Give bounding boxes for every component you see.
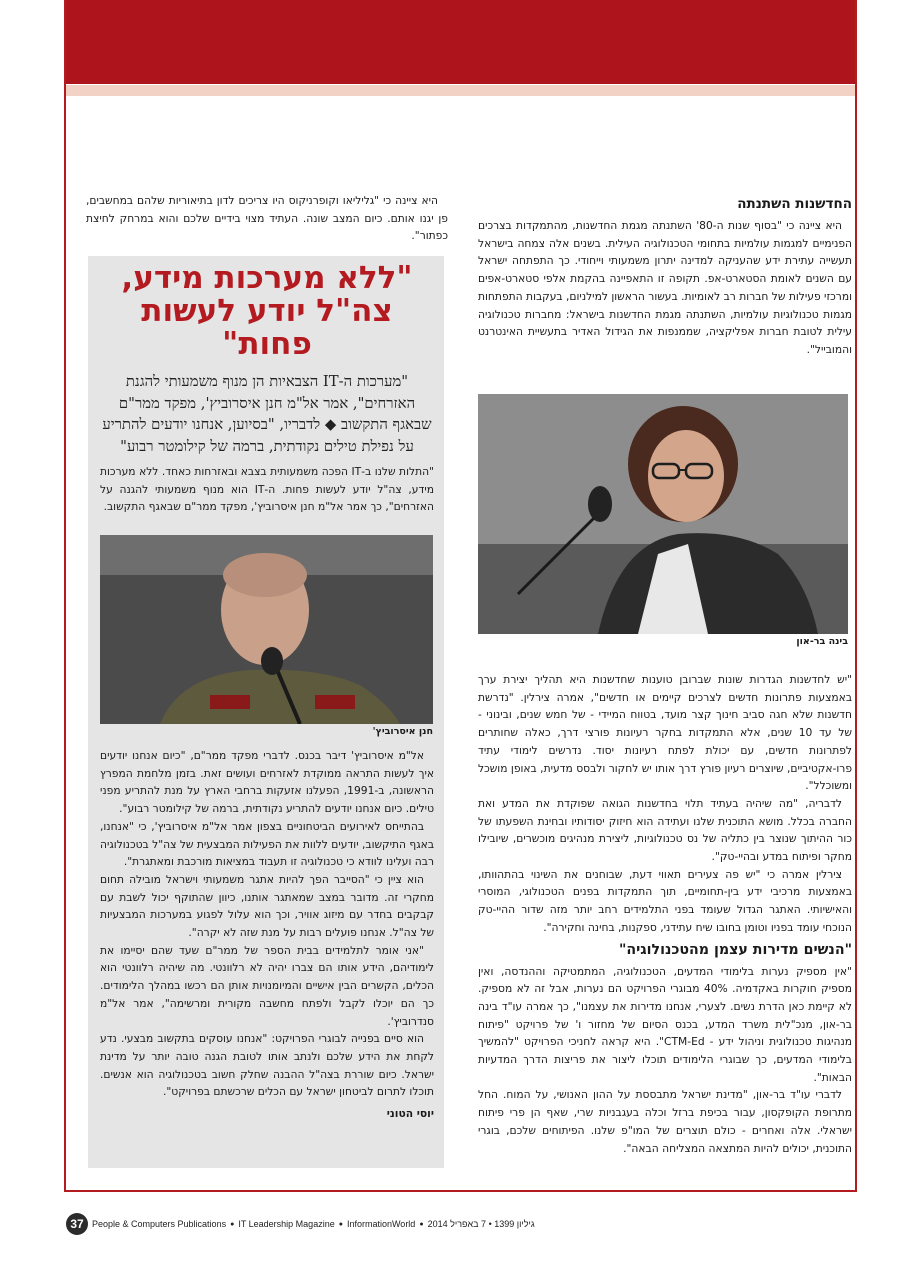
bottom-frame-line <box>64 1190 857 1192</box>
officer-photo-illustration <box>100 535 433 724</box>
photo-caption: בינה בר-און <box>796 636 848 647</box>
intro-paragraph: היא ציינה כי "בסוף שנות ה-80' השתנתה מגמת החדשנות, מהתמקדות בצרכים הפנימיים למגמות עולמיות בתחומי הטכנולוגיה העילית. בשנים אלה צמחה בישראל תעשייה עתירת ידע שהעניקה למדינה יתרון משמעותי וייחודי. כך התפתחה ישראל עם השנים לאומת הסטארט-אפ. תקופה זו התאפיינה בהקמת אלפי סטארט-אפים ומרכזי פעילות של חברות רב לאומיות. בעשור הראשון למילניום, בעקבות התפתחות מגמות טכנולוגיות עולמיות, השתנתה מגמת החדשנות בישראל: מחברות טכנולוגיה עילית לטובת חברות אפליקציה, שממנפות את הגידול האדיר בתעשיית האינטרנט והמובייל". <box>478 219 852 356</box>
sidebar-box-header <box>100 262 434 516</box>
sidebar-lead: "מערכות ה-IT הצבאיות הן מנוף משמעותי להגנת האזרחים", אמר אל"מ חנן איסרוביץ', מפקד ממר"ם שבאגף התקשוב ◆ לדבריו, "בסיוען, אנחנו יודעים להתריע על נפילת טילים נקודתית, ברמה של קילומטר רבוע" <box>102 373 432 455</box>
bullet-icon: ● <box>230 1220 235 1228</box>
left-frame-line <box>64 0 66 1192</box>
top-color-band <box>66 0 856 84</box>
paragraph: הוא סיים בפנייה לבוגרי הפרויקט: "אנחנו עוסקים בתקשוב מבצעי. נדע לקחת את הידע שלכם ולנתב אותו לטובת הגנה טובה יותר על מדינת ישראל. כיום שוררת בצה"ל ההבנה שחלק חשוב בטכנולוגיה הוא אנשים. תוכלו לתרום לביטחון ישראל עם הכלים שרכשתם בפרויקט". <box>100 1032 434 1099</box>
magazine-name: IT Leadership Magazine <box>238 1219 335 1229</box>
speaker-photo-bar-on <box>478 394 848 634</box>
page-footer <box>66 1213 846 1235</box>
right-frame-line <box>855 0 857 1192</box>
photo-caption: חנן איסרוביץ' <box>372 726 433 737</box>
bullet-icon: ● <box>419 1220 424 1228</box>
officer-photo <box>100 535 433 724</box>
issue-info: גיליון 1399 • 7 באפריל 2014 <box>427 1219 535 1229</box>
paragraph: "יש לחדשנות הגדרות שונות שברובן טוענות שחדשנות היא תהליך יצירת ערך באמצעות פתרונות חדשים לצרכים קיימים או חדשים", אמרה צירלין. "נדרשת חדשנות שלא חגה סביב חינוך קצר מועד, בטווח המיידי - של חמש שנים, ובינוני - של עד 10 שנים, אלא התמקדות בחקר רעיונות פורצי דרך, כאלה שחותרים לפתרונות חדשים, עם יכולת לפתח רעיונות יסוד. נדרשים לימודי עתיד פרו-אקטיביים, שיוצרים רעיון פורץ דרך אותו יש לחקור ולבסס מדעית, באופן מושכל ומשוכלל". <box>478 673 853 793</box>
sidebar-title: "ללא מערכות מידע, צה"ל יודע לעשות פחות" <box>121 260 413 362</box>
paragraph: לדבריה, "מה שיהיה בעתיד תלוי בחדשנות הגואה שפוקדת את המדע ואת החברה בכלל. מושא התוכנית שלנו ועתידה הוא חיזוק יסודותיו ובחינת השפעתו של כור ההיתוך שנוצר בין כתליה של נס טכנולוגיות, ליצירת מנהיגים מוכשרים, שיובילו מחקר ופיתוח במדע ובהיי-טק". <box>478 796 852 864</box>
section-subheading: "הנשים מדירות עצמן מהטכנולוגיה" <box>618 941 852 958</box>
page-number: 37 <box>66 1213 88 1235</box>
paragraph: אל"מ איסרוביץ' דיבר בכנס. לדברי מפקד ממר"ם, "כיום אנחנו יודעים איך לעשות התראה ממוקדת לאזרחים ועושים זאת. בזמן מלחמת המפרץ הראשונה, ב-1991, הפעלנו אזעקות ברחבי הארץ על מנת להתריע מפני טילים. כיום אנחנו יודעים להתריע נקודתית, ברמה של קילומטר רבוע". <box>100 749 434 816</box>
sidebar-body <box>100 747 434 1120</box>
continued-paragraph: היא ציינה כי "גליליאו וקופרניקוס היו צריכים לדון בתיאוריות שלהם במחשבים, פן יגנו אותם. כיום המצב שונה. העתיד מצוי בידיים שלכם והוא במרחק לחיצת כפתור". <box>86 194 448 243</box>
paragraph: בהתייחס לאירועים הביטחוניים בצפון אמר אל"מ איסרוביץ', כי "אנחנו, באגף התיקשוב, יודעים ללוות את הפעילות המבצעית של צה"ל בטכנולוגיה רבה ועלינו לוודא כי טכנולוגיה זו תעבוד במציאות מורכבת ומאתגרת". <box>100 819 434 869</box>
publication-name: InformationWorld <box>346 1219 416 1229</box>
right-column-body <box>478 671 852 1157</box>
paragraph: "אין מספיק נערות בלימודי המדעים, הטכנולוגיה, המתמטיקה וההנדסה, ואין מספיק חוקרות באקדמיה. 40% מבוגרי הפרויקט הם נערות, אבל זה לא מספיק. לא קיימת כאן הדרת נשים. לצערי, אנחנו מדירות את עצמנו", כך אמרה עו"ד בינה בר-און, מנכ"לית משרד המדע, בכנס הסיום של מחזור ו' של פרויקט "פיתוח מנהיגות טכנולוגית וניהול ידע - CTM-Ed". היא קראה לחניכי הפרויקט "להמשיך בלימודי המדעים, כך שבוגרי הלימודים תוכלו ליצור את פריצות הדרך המדעיות הבאות". <box>478 964 853 1084</box>
bullet-icon: ● <box>338 1220 343 1228</box>
paragraph: לדברי עו"ד בר-און, "מדינת ישראל מתבססת על ההון האנושי, על המוח. החל מתרופת הקופקסון, עבור בכיפת ברזל וכלה בעגבניות שרי, שאף הן פרי פיתוח ישראלי. אלה ואחרים - כולם תוצרים של המו"פ שלנו. הפיתוחים שלכם, בוגרי התוכנית, יכולים להיות המתצאה המצליחה הבאה". <box>478 1088 852 1155</box>
top-rule <box>66 85 856 96</box>
paragraph: צירלין אמרה כי "יש פה צעירים תאווי דעת, שבוחנים את השינוי בהתהוותו, באמצעות מרכיבי ידע בין-תחומיים, תוך התמקדות בפנים הטכנולוגי, המוסרי והאישיותי. האתגר הגדול שעומד בפני התלמידים רחב יותר מזה שדור ההיי-טק הנוכחי עומד בפניו וטומן בחובו שיח עתידני, ספקנות, בחינה וחקירה". <box>478 867 852 934</box>
left-column-top <box>86 192 448 245</box>
paragraph: הוא ציין כי "הסייבר הפך להיות אתגר משמעותי וישראל מובילה תחום מחקרי זה. מדובר במצב שמאתגר אותנו, כיוון שהתוקף יכול לשבת עם קבקבים בחדר עם מיזוג אוויר, וכך הוא עלול לפגוע במערכות המבצעיות של צה"ל. אנחנו פועלים רבות על מנת שזה לא יקרה". <box>100 872 434 940</box>
sidebar-intro: "התלות שלנו ב-IT הפכה משמעותית בצבא ובאזרחות כאחד. ללא מערכות מידע, צה"ל יודע לעשות פחות. ה-IT הוא מנוף משמעותי להגנה על האזרחים", כך אמר אל"מ חנן איסרוביץ', מפקד ממר"ם שבאגף התקשוב. <box>100 465 434 514</box>
right-column <box>478 195 852 359</box>
publisher-name: People & Computers Publications <box>92 1219 227 1229</box>
paragraph: "אני אומר לתלמידים בבית הספר של ממר"ם שעד שהם יסיימו את לימודיהם, הידע אותו הם צברו יהיה לא רלוונטי. מה שיהיה רלוונטי הוא הכלים, הקשרים הבין אישיים והמיומנויות אותן הם רכשו במהלך הלימודים. כך הם יוכלו לקבל ולפתח מחשבה מקורית ומרשימה", אמר אל"מ סנדרוביץ'. <box>100 943 434 1028</box>
speaker-photo-illustration <box>478 394 848 634</box>
section-heading: החדשנות השתנתה <box>737 196 852 212</box>
author-byline: יוסי הטוני <box>386 1107 434 1121</box>
